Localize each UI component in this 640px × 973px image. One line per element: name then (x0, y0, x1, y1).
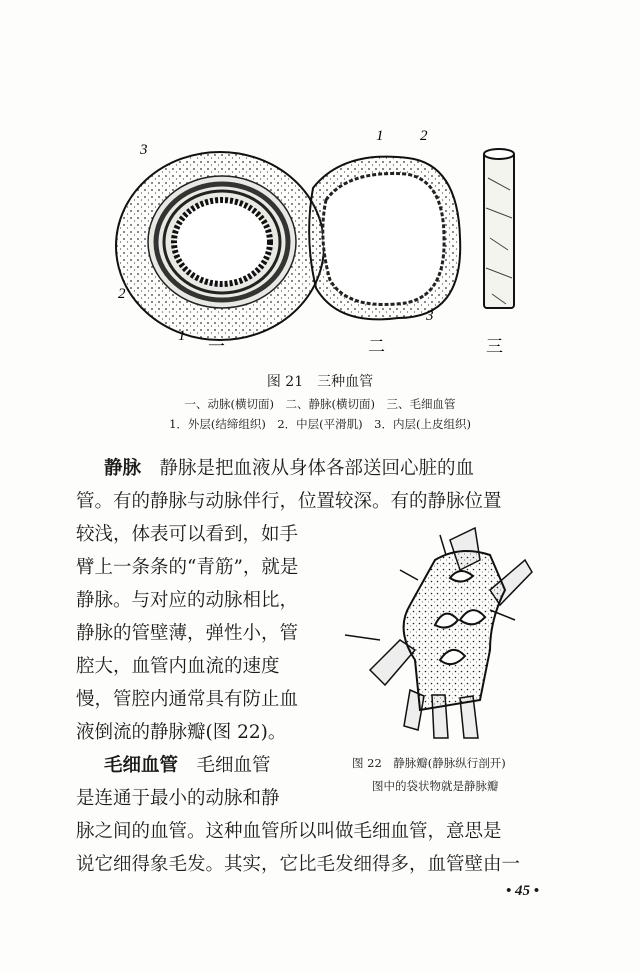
paragraph-vein-line4: 臂上一条条的“青筋”，就是 (76, 557, 299, 578)
figure-21-caption-line1: 一、动脉(横切面) 二、静脉(横切面) 三、毛细血管 (184, 397, 456, 411)
paragraph-capillary-line2: 是连通于最小的动脉和静 (76, 788, 280, 809)
paragraph-capillary-line3: 脉之间的血管。这种血管所以叫做毛细血管，意思是 (76, 821, 502, 842)
vein-line1-text: 静脉是把血液从身体各部送回心脏的血 (141, 458, 475, 479)
vein-label-3: 3 (426, 308, 434, 324)
capillary-segment (484, 149, 514, 308)
vein-label-2: 2 (420, 128, 428, 144)
figure-21-illustration (108, 118, 528, 360)
panel-number-artery: 一 (208, 337, 227, 357)
paragraph-vein-line8: 慢，管腔内通常具有防止血 (76, 689, 299, 710)
figure-22-illustration (340, 520, 560, 740)
capillary-line1-text: 毛细血管 (178, 755, 271, 776)
figure-21-title: 图 21 三种血管 (266, 374, 374, 390)
panel-number-vein: 二 (368, 337, 387, 357)
paragraph-vein-line6: 静脉的管壁薄，弹性小，管 (76, 623, 299, 644)
artery-label-3: 3 (140, 142, 148, 158)
paragraph-vein-line7: 腔大，血管内血流的速度 (76, 656, 280, 677)
paragraph-vein-line1 (104, 454, 474, 480)
vein-label-1: 1 (376, 128, 384, 144)
section-heading-vein: 静脉 (104, 458, 142, 479)
paragraph-capillary-line4: 说它细得象毛发。其实，它比毛发细得多，血管壁由一 (76, 854, 521, 875)
artery-label-1: 1 (178, 328, 186, 344)
artery-cross-section (116, 152, 324, 340)
panel-number-capillary: 三 (486, 337, 505, 357)
section-heading-capillary: 毛细血管 (104, 755, 179, 776)
figure-22-caption-line2: 图中的袋状物就是静脉瓣 (372, 779, 499, 793)
vein-cross-section (309, 157, 460, 320)
page-number: • 45 • (506, 883, 540, 899)
figure-22-caption-line1: 图 22 静脉瓣(静脉纵行剖开) (352, 756, 506, 770)
paragraph-vein-line2: 管。有的静脉与动脉伴行，位置较深。有的静脉位置 (76, 491, 502, 512)
artery-label-2: 2 (118, 286, 126, 302)
figure-21-caption-line2: 1．外层(结缔组织) 2．中层(平滑肌) 3．内层(上皮组织) (169, 417, 471, 431)
paragraph-capillary-line1 (104, 751, 271, 777)
paragraph-vein-line3: 较浅，体表可以看到，如手 (76, 524, 299, 545)
paragraph-vein-line9: 液倒流的静脉瓣(图 22)。 (76, 722, 287, 743)
paragraph-vein-line5: 静脉。与对应的动脉相比， (76, 590, 299, 611)
